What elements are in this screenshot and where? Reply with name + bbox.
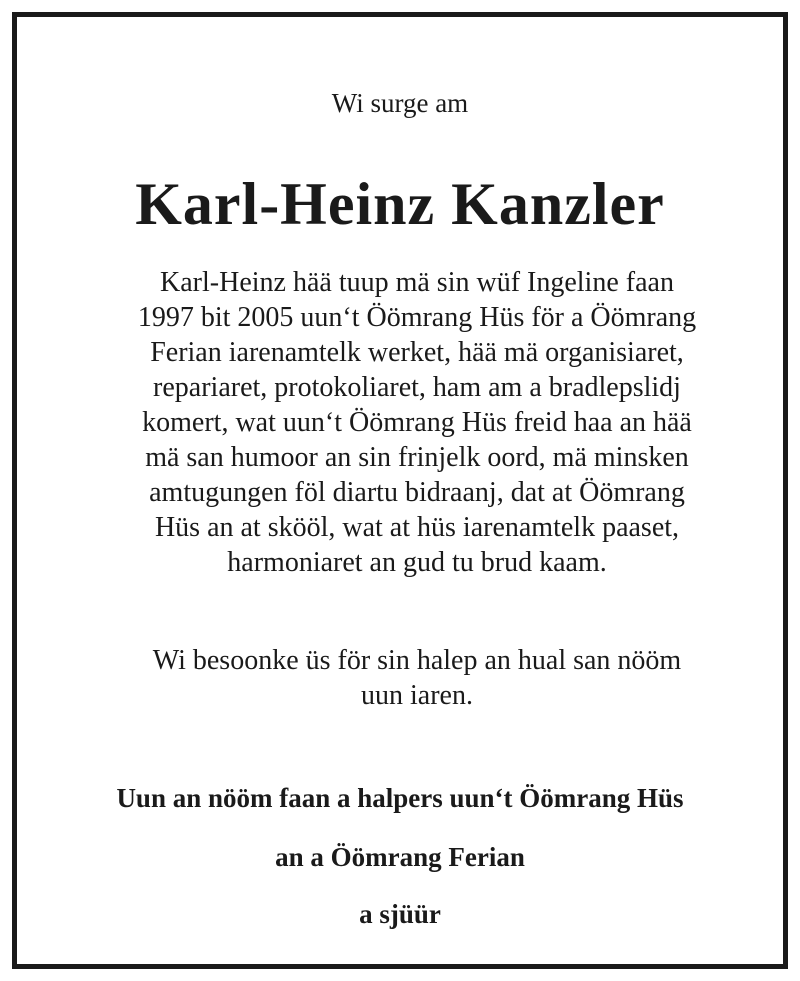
tribute-line: Karl-Heinz hää tuup mä sin wüf Ingeline faan [160,267,674,298]
deceased-name: Karl-Heinz Kanzler [135,171,665,237]
tribute-line: harmoniaret an gud tu brud kaam. [227,547,607,578]
tribute-paragraph [57,265,777,580]
signature-line-board: a sjüür [359,899,441,929]
signature-line-association: an a Öömrang Ferian [275,842,525,872]
tribute-line: repariaret, protokoliaret, ham am a bradlepslidj [153,372,681,403]
tribute-line: 1997 bit 2005 uun‘t Öömrang Hüs för a Öömrang [137,302,697,333]
notice-frame [12,12,788,969]
tribute-line: Ferian iarenamtelk werket, hää mä organisiaret, [150,337,684,368]
signature-line-helpers: Uun an nööm faan a halpers uun‘t Öömrang Hüs [116,783,684,813]
tribute-line: komert, wat uun‘t Öömrang Hüs freid haa an hää [142,407,692,438]
thanks-line: Wi besoonke üs för sin halep an hual san nööm [152,645,682,676]
tribute-line: Hüs an at skööl, wat at hüs iarenamtelk paaset, [154,512,680,543]
thanks-paragraph [57,643,777,713]
intro-text: Wi surge am [331,88,469,118]
tribute-line: mä san humoor an sin frinjelk oord, mä minsken [145,442,689,473]
tribute-line: amtugungen föl diartu bidraanj, dat at Öömrang [149,477,685,508]
thanks-line: uun iaren. [361,680,473,711]
